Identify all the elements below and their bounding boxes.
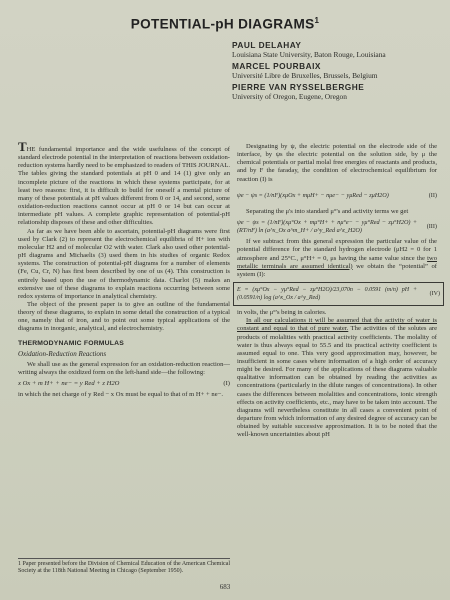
units-line: in volts, the μ°'s being in calories.: [237, 309, 327, 317]
author-block: [232, 40, 442, 103]
subsection-heading: Oxidation-Reduction Reactions: [18, 349, 107, 358]
left-column: [18, 139, 230, 400]
underlined-assumption: In all our calculations it will be assumed that the activity of water is constant and equal to that of pure water.: [237, 317, 437, 333]
equation-4: [237, 285, 440, 303]
author-affiliation: University of Oregon, Eugene, Oregon: [232, 92, 347, 101]
subtract-text: If we subtract from this general expression the particular value of the potential difference for the standard hydrogen electrode (μH2 = 0 for 1 atmosphere and 25°C., μ°H+ = 0, μs having the same value since the: [237, 238, 437, 262]
intro-text: HE fundamental importance and the wide usefulness of the concept of standard electrode potential in the interpretation of reactions between oxidation-reduction systems hardly need to be emphasized to readers of THIS JOURNAL. The tables giving the standard potentials at pH 0 and 14 (1) give only an incomplete picture of the reactions in which these systems participate, for at least two reasons: first, it is difficult to build for oneself a mental picture of many of these potentials at pH values different from 0 or 14, and second, some oxidation-reduction reactions cannot occur at pH 0 or 14 but can occur at intermediate pH values. A complete graphic representation of potential-pH relationship disposes of these and other difficulties.: [18, 146, 230, 227]
equation-1: [18, 380, 230, 388]
author-affiliation: Université Libre de Bruxelles, Brussels, Belgium: [232, 71, 378, 80]
author-name: PIERRE VAN RYSSELBERGHE: [232, 82, 365, 92]
equation-1-number: (I): [223, 380, 230, 388]
equation-4-body: E = (xμ°Ox − yμ°Red − zμ°H2O)/23,070n − 0.0591 (m/n) pH + (0.0591/n) log (a^x_Ox / a^y_Red): [237, 286, 417, 302]
equation-2-number: (II): [428, 191, 437, 199]
subtract-paragraph: [237, 238, 437, 279]
section-heading: THERMODYNAMIC FORMULAS: [18, 339, 124, 347]
equation-3: [237, 219, 437, 235]
author-1: [232, 40, 442, 59]
reaction-paragraph: We shall use as the general expression for an oxidation-reduction reaction—writing always the oxidized form on the left-hand side—the following:: [18, 360, 230, 377]
water-activity-paragraph: [237, 317, 437, 439]
title-footnote-mark: 1: [314, 16, 320, 25]
equation-1-body: x Ox + m H+ + ne− = y Red + z H2O: [18, 380, 120, 388]
footnote: 1 Paper presented before the Division of Chemical Education of the American Chemical Society at the 118th National Meeting in Chicago (September 1950).: [18, 558, 230, 575]
activity-text: The activities of the solutes are products of molalities with practical activity coefficients. The molality of water is thus always equal to 55.5 and its practical activity coefficient is assumed equal to one. This very good approximation may, however, be insufficient in some cases where information of a high order of accuracy might be desired. For many of the applications of these diagrams valuable qualitative information can be obtained by reading the activities as concentrations (particularly in the dilute ranges of concentrations). In other cases the differences between molalities and concentrations, ionic strength effects on activity coefficients, etc., may have to be taken into account. The diagrams will nevertheless constitute in all cases a convenient point of departure from which information of any desired degree of accuracy can be obtained by suitable successive approximation. It is to be noted that the well-known uncertainties about pH: [237, 325, 437, 439]
equation-2: [237, 187, 437, 205]
history-paragraph: As far as we have been able to ascertain, potential-pH diagrams were first used by Clark (2) to represent the electrochemical equilibria of H+ ion with molecular H2 and of molecular O2 with water. Clark also used other potential-pH diagrams and Michaelis (3) used them in his studies of organic Redox systems. The construction of potential-pH diagrams for a number of elements (Fe, Cu, Cr, N) has first been described by one of us (4). This construction is entirely based upon the use of thermodynamic data. Charlot (5) makes an extensive use of these diagrams to explain reactions occurring between some redox systems of importance in analytical chemistry.: [18, 227, 230, 300]
author-affiliation: Louisiana State University, Baton Rouge, Louisiana: [232, 50, 386, 59]
equation-4-number: (IV): [429, 290, 440, 297]
intro-paragraph: [18, 139, 230, 228]
drop-cap: T: [18, 139, 27, 154]
charge-paragraph: in which the net charge of y Red − x Ox must be equal to that of m H+ + ne−.: [18, 391, 224, 399]
underlined-phrase: two metallic terminals are assumed identical): [237, 254, 437, 270]
subtract-text-end: we obtain the “potential” of system (I):: [237, 262, 437, 278]
page-number: 683: [219, 583, 231, 591]
equation-3-number: (III): [426, 223, 437, 231]
boxed-equation-4: [233, 282, 444, 306]
equation-2-body: ψe − ψs = (1/nF)(xμOx + mμH+ − nμe− − yμRed − zμH2O): [237, 191, 389, 199]
equation-3-body: ψe − ψs = (1/nF)(xμ°Ox + mμ°H+ + nμ°e− − yμ°Red − zμ°H2O) + (RT/nF) ln (a^x_Ox a^m_H+ / a^y_Red a^z_H2O): [237, 218, 417, 235]
author-name: PAUL DELAHAY: [232, 40, 302, 50]
right-column: [237, 143, 440, 440]
article-title: [0, 16, 450, 32]
separating-paragraph: Separating the μ's into standard μ°'s and activity terms we get: [246, 207, 409, 215]
article-title-text: POTENTIAL-pH DIAGRAMS: [130, 16, 315, 32]
author-3: [232, 82, 442, 101]
potential-paragraph: Designating by ψ, the electric potential on the electrode side of the interface, by ψs the electric potential on the solution side, by μ the chemical potentials or partial molal free energies of reactants and products, and by F the faraday, the condition of electrochemical equilibrium for reaction (I) is: [237, 143, 437, 183]
author-2: [232, 61, 442, 80]
object-paragraph: The object of the present paper is to give an outline of the fundamental theory of these diagrams, to explain in some detail the construction of a typical one, namely that of iron, and to point out some typical applications of the diagrams in inorganic, analytical, and electrochemistry.: [18, 300, 230, 333]
author-name: MARCEL POURBAIX: [232, 61, 321, 71]
